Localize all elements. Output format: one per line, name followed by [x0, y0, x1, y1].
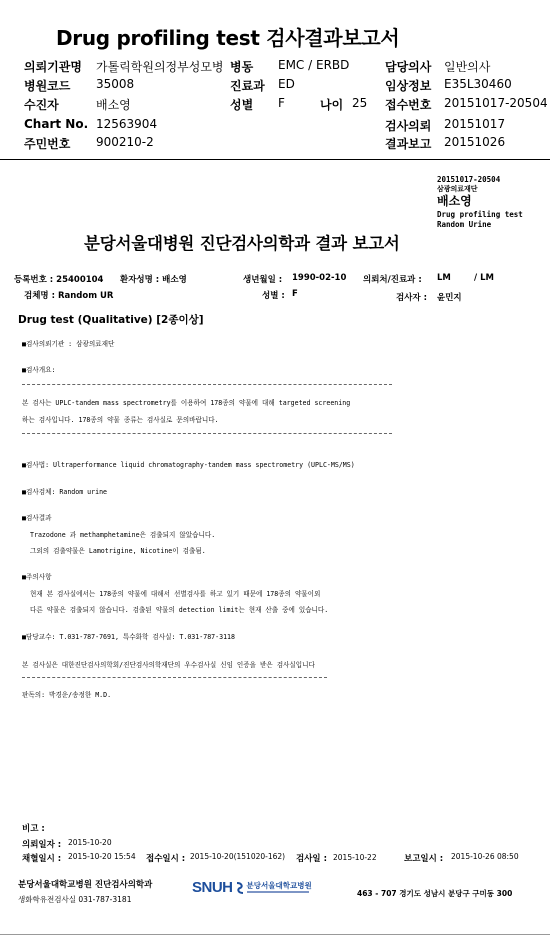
method-line: ■검사법: Ultraperformance liquid chromatography-tandem mass spectrometry (UPLC-MS/MS): [22, 461, 355, 469]
snuh-emblem-icon: [236, 882, 244, 894]
value-result-report: 20151026: [444, 135, 506, 149]
value-sex: F: [278, 96, 285, 110]
dob-value: 1990-02-10: [292, 273, 347, 283]
value-hospital-code: 35008: [96, 77, 135, 91]
report-date-label: 보고일시 :: [404, 854, 444, 864]
label-receipt-number: 접수번호: [385, 98, 432, 112]
stamp-lab-name: 삼광의료재단: [437, 185, 478, 193]
value-attending-doctor: 일반의사: [444, 60, 491, 74]
test-date-label: 검사일 :: [296, 854, 327, 864]
requesting-org-line: ■검사의뢰기관 : 삼광의료재단: [22, 340, 115, 348]
label-age: 나이: [320, 98, 344, 112]
sex-value: F: [292, 289, 298, 299]
dashed-divider: [22, 677, 327, 678]
value-test-request: 20151017: [444, 117, 506, 131]
report-title: 분당서울대병원 진단검사의학과 결과 보고서: [84, 234, 400, 253]
result-heading: ■검사결과: [22, 514, 52, 522]
value-department: ED: [278, 77, 295, 91]
stamp-patient-name: 배소영: [437, 194, 472, 208]
dashed-divider: [22, 384, 392, 385]
label-test-request: 검사의뢰: [385, 119, 432, 133]
registration-number: 등록번호 : 25400104: [14, 275, 104, 285]
caution-line-1: 현재 본 검사실에서는 178종의 약물에 대해서 선별검사를 하고 있기 때문에 178종의 약물이외: [30, 590, 321, 598]
reader-line: 판독의: 박경운/송정한 M.D.: [22, 691, 112, 699]
request-date-label: 의뢰일자 :: [22, 840, 62, 850]
specimen-line: ■검사검체: Random urine: [22, 488, 108, 496]
stamp-receipt-number: 20151017-20504: [437, 175, 501, 184]
sex-label: 성별 :: [262, 291, 285, 301]
dob-label: 생년월일 :: [243, 275, 283, 285]
collection-value: 2015-10-20 15:54: [68, 852, 136, 861]
report-date-value: 2015-10-26 08:50: [451, 852, 519, 861]
value-resident-number: 900210-2: [96, 135, 154, 149]
logo-underline: [247, 891, 309, 893]
value-requesting-institution: 가톨릭학원의정부성모병: [96, 60, 224, 74]
referrer-value-2: / LM: [474, 273, 494, 283]
hospital-dept-name: 분당서울대학교병원 진단검사의학과: [18, 880, 153, 890]
receipt-value: 2015-10-20(151020-162): [190, 852, 286, 861]
dashed-divider: [22, 433, 392, 434]
document-title: Drug profiling test 검사결과보고서: [56, 26, 400, 50]
overview-line-2: 하는 검사입니다. 178종의 약물 종류는 검사실로 문의바랍니다.: [22, 416, 219, 424]
value-age: 25: [352, 96, 368, 110]
value-clinical-info: E35L30460: [444, 77, 512, 91]
header-divider: [0, 159, 550, 160]
label-resident-number: 주민번호: [24, 137, 71, 151]
hospital-address: 463 - 707 경기도 성남시 분당구 구미동 300: [357, 889, 513, 898]
value-patient: 배소영: [96, 98, 131, 112]
result-line-2: 그외의 검출약물은 Lamotrigine, Nicotine이 검출됨.: [30, 547, 206, 555]
label-clinical-info: 임상정보: [385, 79, 432, 93]
result-line-1: Trazodone 과 methamphetamine은 검출되지 않았습니다.: [30, 531, 216, 539]
referrer-value-1: LM: [437, 273, 451, 283]
referrer-label: 의뢰처/진료과 :: [363, 275, 422, 285]
collection-label: 채혈일시 :: [22, 854, 62, 864]
specimen-name: 검체명 : Random UR: [24, 291, 114, 301]
certification-line: 본 검사실은 대한진단검사의학회/진단검사의학재단의 우수검사실 신임 인증을 받은 검사실입니다: [22, 661, 315, 669]
label-chart-no: Chart No.: [24, 117, 89, 131]
value-chart-no: 12563904: [96, 117, 158, 131]
stamp-specimen: Random Urine: [437, 220, 492, 229]
label-sex: 성별: [230, 98, 254, 112]
label-patient: 수진자: [24, 98, 59, 112]
label-ward: 병동: [230, 60, 254, 74]
remark-label: 비고 :: [22, 824, 45, 834]
tester-value: 윤민지: [437, 293, 462, 303]
snuh-logo: [192, 879, 312, 896]
overview-heading: ■검사개요:: [22, 366, 56, 374]
lab-phone: 생화학유전검사실 031-787-3181: [18, 895, 132, 904]
label-attending-doctor: 담당의사: [385, 60, 432, 74]
label-requesting-institution: 의뢰기관명: [24, 60, 82, 74]
page-bottom-border: [0, 934, 550, 935]
value-ward: EMC / ERBD: [278, 58, 350, 72]
request-date-value: 2015-10-20: [68, 838, 112, 847]
test-name-heading: Drug test (Qualitative) [2종이상]: [18, 314, 204, 326]
tester-label: 검사자 :: [396, 293, 427, 303]
label-hospital-code: 병원코드: [24, 79, 71, 93]
value-receipt-number: 20151017-20504: [444, 96, 548, 110]
snuh-logo-text: SNUH: [192, 879, 233, 896]
caution-line-2: 다른 약물은 검출되지 않습니다. 검출된 약물의 detection limit는 현재 산출 중에 있습니다.: [30, 606, 329, 614]
label-result-report: 결과보고: [385, 137, 432, 151]
receipt-label: 접수일시 :: [146, 854, 186, 864]
stamp-test-name: Drug profiling test: [437, 210, 523, 219]
patient-name: 환자성명 : 배소영: [120, 275, 187, 285]
overview-line-1: 본 검사는 UPLC-tandem mass spectrometry를 이용하여 178종의 약물에 대해 targeted screening: [22, 399, 351, 407]
test-date-value: 2015-10-22: [333, 853, 377, 862]
label-department: 진료과: [230, 79, 265, 93]
snuh-logo-korean: 분당서울대학교병원: [246, 880, 312, 890]
caution-heading: ■주의사항: [22, 573, 52, 581]
contact-line: ■담당교수: T.031-787-7691, 특수화학 검사실: T.031-787-3118: [22, 633, 235, 641]
